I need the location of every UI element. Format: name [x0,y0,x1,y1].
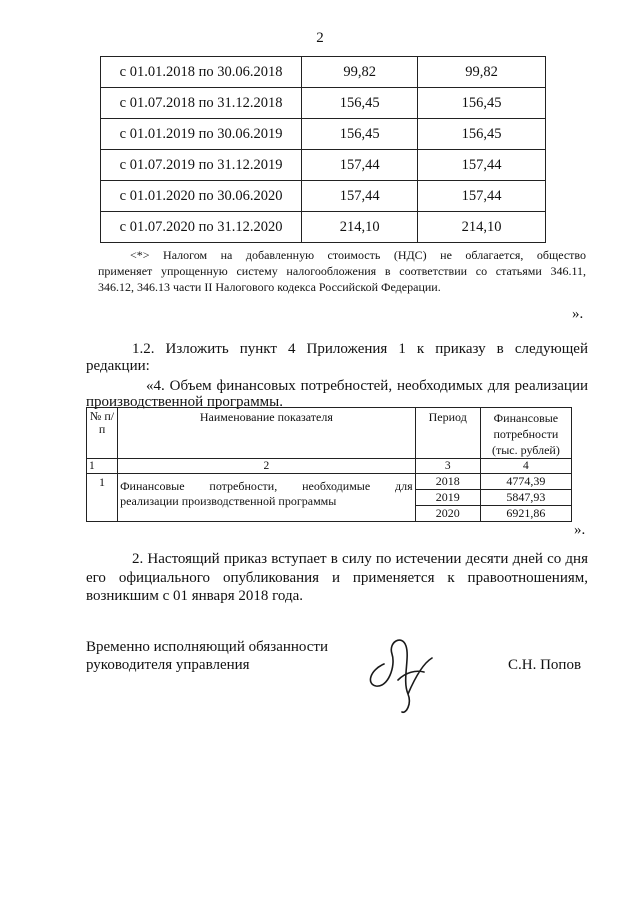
value-cell: 214,10 [418,212,546,243]
table-row [101,88,546,119]
indicator-name-line: Финансовые потребности, необходимые для [120,479,413,493]
value-cell: 157,44 [418,150,546,181]
page-number: 2 [316,30,324,46]
column-number-row [87,459,572,474]
header-needs: Финансовые потребности (тыс. рублей) [480,408,571,459]
period-cell: с 01.01.2019 по 30.06.2019 [101,119,302,150]
item-2-text: его официального опубликования и применяется к правоотношениям, [86,570,588,586]
year-cell: 2019 [415,490,480,506]
indicator-name [118,474,416,522]
value-cell: 99,82 [302,57,418,88]
table-header-row [87,408,572,459]
column-number: 2 [118,459,416,474]
table-row [101,181,546,212]
item-4-heading: производственной программы. [86,394,284,410]
footnote-line: 346.12, 346.13 части II Налогового кодекса Российской Федерации. [98,280,441,294]
column-number: 4 [480,459,571,474]
value-cell: 157,44 [418,181,546,212]
closing-quote: ». [574,522,586,538]
item-2-text: возникшим с 01 января 2018 года. [86,588,303,604]
year-cell: 2020 [415,506,480,522]
footnote-line: <*> Налогом на добавленную стоимость (НДС) не облагается, общество [130,248,586,262]
value-cell: 156,45 [302,119,418,150]
header-name: Наименование показателя [118,408,416,459]
financial-needs-table [86,407,572,522]
handwritten-signature [362,624,442,716]
value-cell: 157,44 [302,181,418,212]
period-cell: с 01.07.2018 по 31.12.2018 [101,88,302,119]
value-cell: 156,45 [418,88,546,119]
signer-name: С.Н. Попов [508,657,582,673]
table-row [101,212,546,243]
period-cell: с 01.07.2020 по 31.12.2020 [101,212,302,243]
header-number: № п/п [87,408,118,459]
table-row [101,119,546,150]
column-number: 1 [87,459,118,474]
value-cell: 214,10 [302,212,418,243]
header-period: Период [415,408,480,459]
item-1-2-text: 1.2. Изложить пункт 4 Приложения 1 к приказу в следующей [132,341,588,357]
table-row [87,474,572,490]
value-cell: 157,44 [302,150,418,181]
year-cell: 2018 [415,474,480,490]
value-cell: 156,45 [418,119,546,150]
column-number: 3 [415,459,480,474]
item-1-2-text: редакции: [86,358,150,374]
signer-title: руководителя управления [86,657,250,673]
period-cell: с 01.01.2020 по 30.06.2020 [101,181,302,212]
table-row [101,150,546,181]
indicator-name-line: реализации производственной программы [120,494,337,508]
needs-value-cell: 6921,86 [480,506,571,522]
tariff-table [100,56,546,243]
signer-title: Временно исполняющий обязанности [86,639,329,655]
period-cell: с 01.07.2019 по 31.12.2019 [101,150,302,181]
table-row [101,57,546,88]
needs-value-cell: 4774,39 [480,474,571,490]
item-4-heading: «4. Объем финансовых потребностей, необходимых для реализации [146,378,588,394]
row-number: 1 [87,474,118,522]
closing-quote: ». [572,306,584,322]
value-cell: 99,82 [418,57,546,88]
needs-value-cell: 5847,93 [480,490,571,506]
footnote-line: применяет упрощенную систему налогообложения в соответствии со статьями 346.11, [98,264,586,278]
period-cell: с 01.01.2018 по 30.06.2018 [101,57,302,88]
item-2-text: 2. Настоящий приказ вступает в силу по истечении десяти дней со дня [132,551,588,567]
value-cell: 156,45 [302,88,418,119]
